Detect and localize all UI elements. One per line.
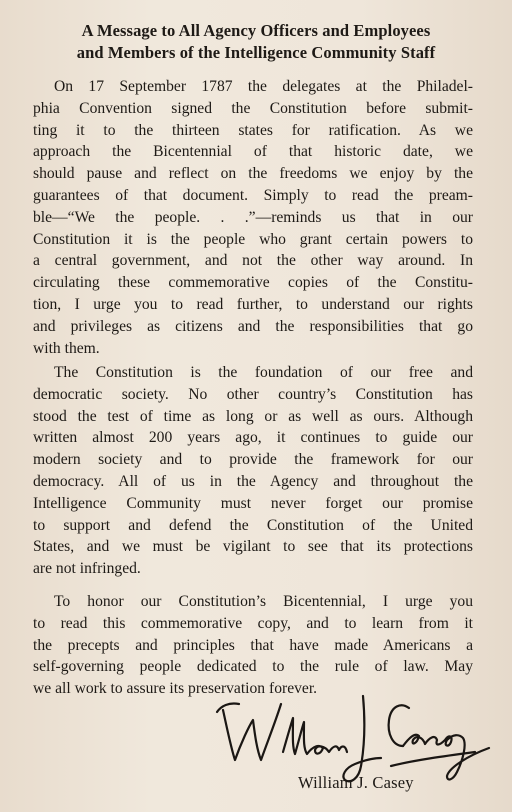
text-line: circulating these commemorative copies of the Constitu-: [33, 274, 473, 292]
paragraph-1: [33, 76, 473, 359]
text-line: Intelligence Community must never forget our promise: [33, 494, 473, 512]
text-line: The Constitution is the foundation of our free and: [54, 364, 473, 381]
title-line-2: and Members of the Intelligence Community Staff: [76, 43, 436, 62]
title-line-1: A Message to All Agency Officers and Employees: [81, 21, 431, 40]
text-line: ble—“We the people. . .”—reminds us that in our: [33, 208, 473, 226]
text-line: and privileges as citizens and the responsibilities that go: [33, 317, 473, 335]
text-line: to support and defend the Constitution of the United: [33, 516, 473, 534]
text-line: are not infringed.: [33, 560, 141, 578]
text-line: the precepts and principles that have made Americans a: [33, 636, 473, 654]
text-line: should pause and reflect on the freedoms we enjoy by the: [33, 165, 473, 183]
text-line: a central government, and not the other way around. In: [33, 252, 473, 270]
text-line: Constitution it is the people who grant certain powers to: [33, 230, 473, 248]
text-line: To honor our Constitution’s Bicentennial, I urge you: [54, 593, 473, 610]
paragraph-3: [33, 591, 473, 700]
paragraph-2: [33, 362, 473, 580]
text-line: States, and we must be vigilant to see that its protections: [33, 538, 473, 556]
text-line: modern society and to provide the framework for our: [33, 451, 473, 469]
text-line: to read this commemorative copy, and to learn from it: [33, 614, 473, 632]
document-title: [20, 20, 492, 64]
text-line: self-governing people dedicated to the rule of law. May: [33, 658, 473, 676]
text-line: phia Convention signed the Constitution before submit-: [33, 99, 473, 117]
text-line: we all work to assure its preservation forever.: [33, 680, 318, 698]
text-line: guarantees of that document. Simply to read the pream-: [33, 186, 473, 204]
text-line: ting it to the thirteen states for ratification. As we: [33, 121, 473, 139]
text-line: stood the test of time as long or as well as ours. Although: [33, 407, 473, 425]
text-line: tion, I urge you to read further, to understand our rights: [33, 295, 473, 313]
text-line: democratic society. No other country’s Constitution has: [33, 385, 473, 403]
text-line: On 17 September 1787 the delegates at the Philadel-: [54, 78, 473, 95]
text-line: approach the Bicentennial of that historic date, we: [33, 143, 473, 161]
text-line: written almost 200 years ago, it continues to guide our: [33, 429, 473, 447]
text-line: with them.: [33, 339, 100, 357]
signer-name: William J. Casey: [298, 773, 414, 792]
text-line: democracy. All of us in the Agency and throughout the: [33, 472, 473, 490]
